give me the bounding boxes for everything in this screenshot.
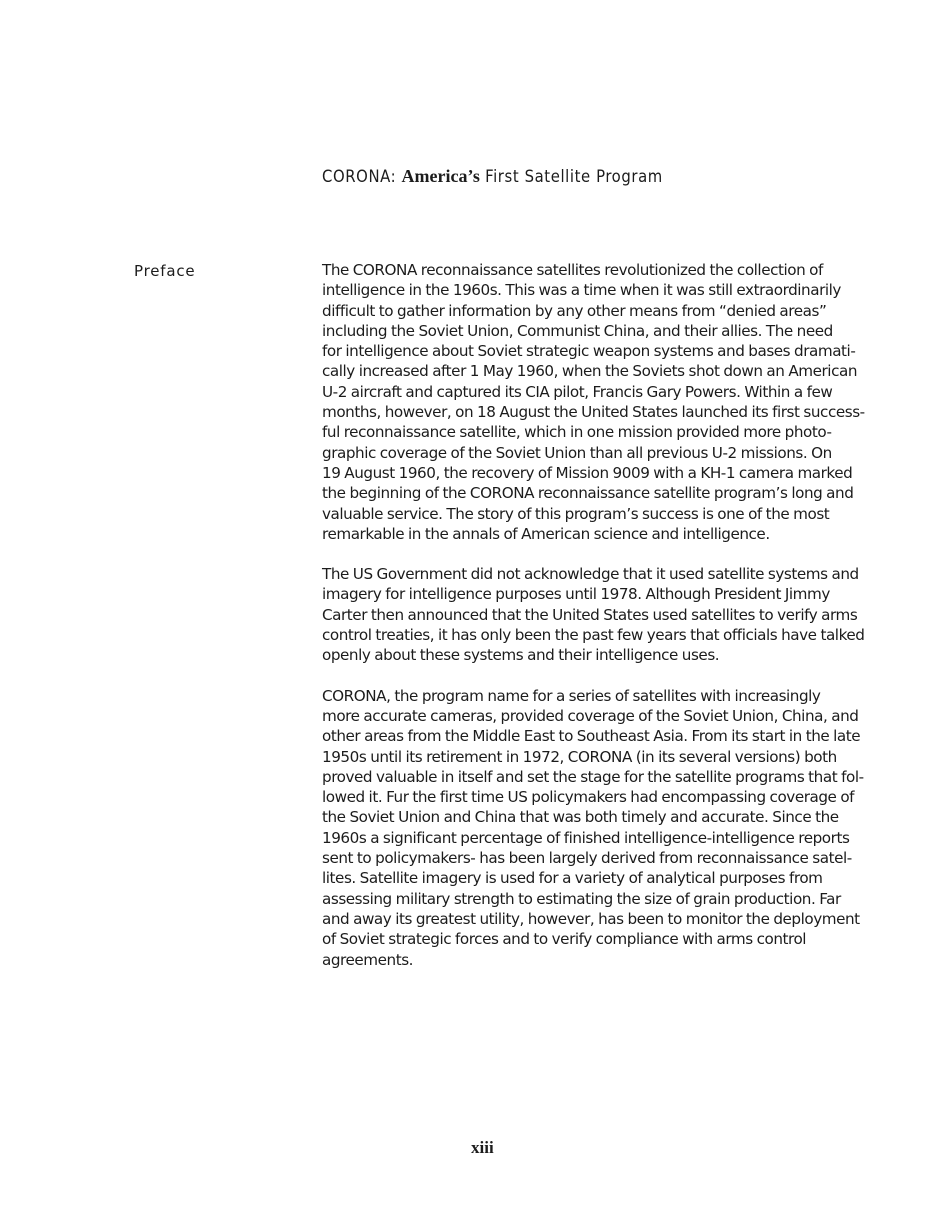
text-line: 1960s a significant percentage of finished intelligence-intelligence reports	[322, 828, 850, 847]
page-number: xiii	[471, 1138, 494, 1157]
text-line: ful reconnaissance satellite, which in one mission provided more photo-	[322, 423, 832, 442]
text-line: for intelligence about Soviet strategic weapon systems and bases dramati-	[322, 342, 856, 361]
text-line: openly about these systems and their intelligence uses.	[322, 646, 720, 665]
text-line: other areas from the Middle East to Southeast Asia. From its start in the late	[322, 727, 861, 746]
text-line: graphic coverage of the Soviet Union than all previous U-2 missions. On	[322, 443, 832, 462]
text-line: including the Soviet Union, Communist China, and their allies. The need	[322, 321, 833, 340]
text-line: lites. Satellite imagery is used for a variety of analytical purposes from	[322, 869, 823, 888]
text-line: lowed it. Fur the first time US policymakers had encompassing coverage of	[322, 788, 855, 807]
running-head-bold-word: America’s	[401, 166, 480, 186]
paragraph-3	[322, 686, 867, 970]
paragraph-2	[322, 564, 867, 665]
text-line: proved valuable in itself and set the stage for the satellite programs that fol-	[322, 767, 864, 786]
text-line: the Soviet Union and China that was both timely and accurate. Since the	[322, 808, 839, 827]
text-line: 1950s until its retirement in 1972, CORONA (in its several versions) both	[322, 747, 837, 766]
paragraph-1	[322, 260, 867, 544]
text-line: the beginning of the CORONA reconnaissance satellite program’s long and	[322, 484, 854, 503]
text-line: Carter then announced that the United States used satellites to verify arms	[322, 605, 858, 624]
text-line: U-2 aircraft and captured its CIA pilot, Francis Gary Powers. Within a few	[322, 382, 833, 401]
running-head	[322, 166, 663, 187]
text-line: sent to policymakers- has been largely derived from reconnaissance satel-	[322, 849, 852, 868]
text-line: cally increased after 1 May 1960, when the Soviets shot down an American	[322, 362, 858, 381]
text-line: The US Government did not acknowledge that it used satellite systems and	[322, 565, 859, 584]
text-line: agreements.	[322, 950, 414, 969]
section-label: Preface	[134, 262, 196, 280]
text-line: and away its greatest utility, however, has been to monitor the deployment	[322, 909, 860, 928]
text-line: valuable service. The story of this program’s success is one of the most	[322, 504, 830, 523]
text-line: remarkable in the annals of American science and intelligence.	[322, 524, 770, 543]
text-line: CORONA, the program name for a series of satellites with increasingly	[322, 686, 821, 705]
text-line: imagery for intelligence purposes until 1978. Although President Jimmy	[322, 585, 830, 604]
text-line: difficult to gather information by any other means from “denied areas”	[322, 301, 827, 320]
text-line: more accurate cameras, provided coverage of the Soviet Union, China, and	[322, 706, 859, 725]
text-line: The CORONA reconnaissance satellites revolutionized the collection of	[322, 261, 823, 279]
text-line: 19 August 1960, the recovery of Mission 9009 with a KH-1 camera marked	[322, 463, 853, 482]
text-line: months, however, on 18 August the United States launched its first success-	[322, 403, 865, 422]
body-text	[322, 260, 867, 990]
text-line: assessing military strength to estimating the size of grain production. Far	[322, 889, 841, 908]
running-head-prefix: CORONA:	[322, 167, 402, 186]
running-head-suffix: First Satellite Program	[479, 167, 663, 186]
text-line: of Soviet strategic forces and to verify compliance with arms control	[322, 930, 807, 949]
text-line: intelligence in the 1960s. This was a time when it was still extraordinarily	[322, 281, 841, 300]
text-line: control treaties, it has only been the past few years that officials have talked	[322, 626, 865, 645]
